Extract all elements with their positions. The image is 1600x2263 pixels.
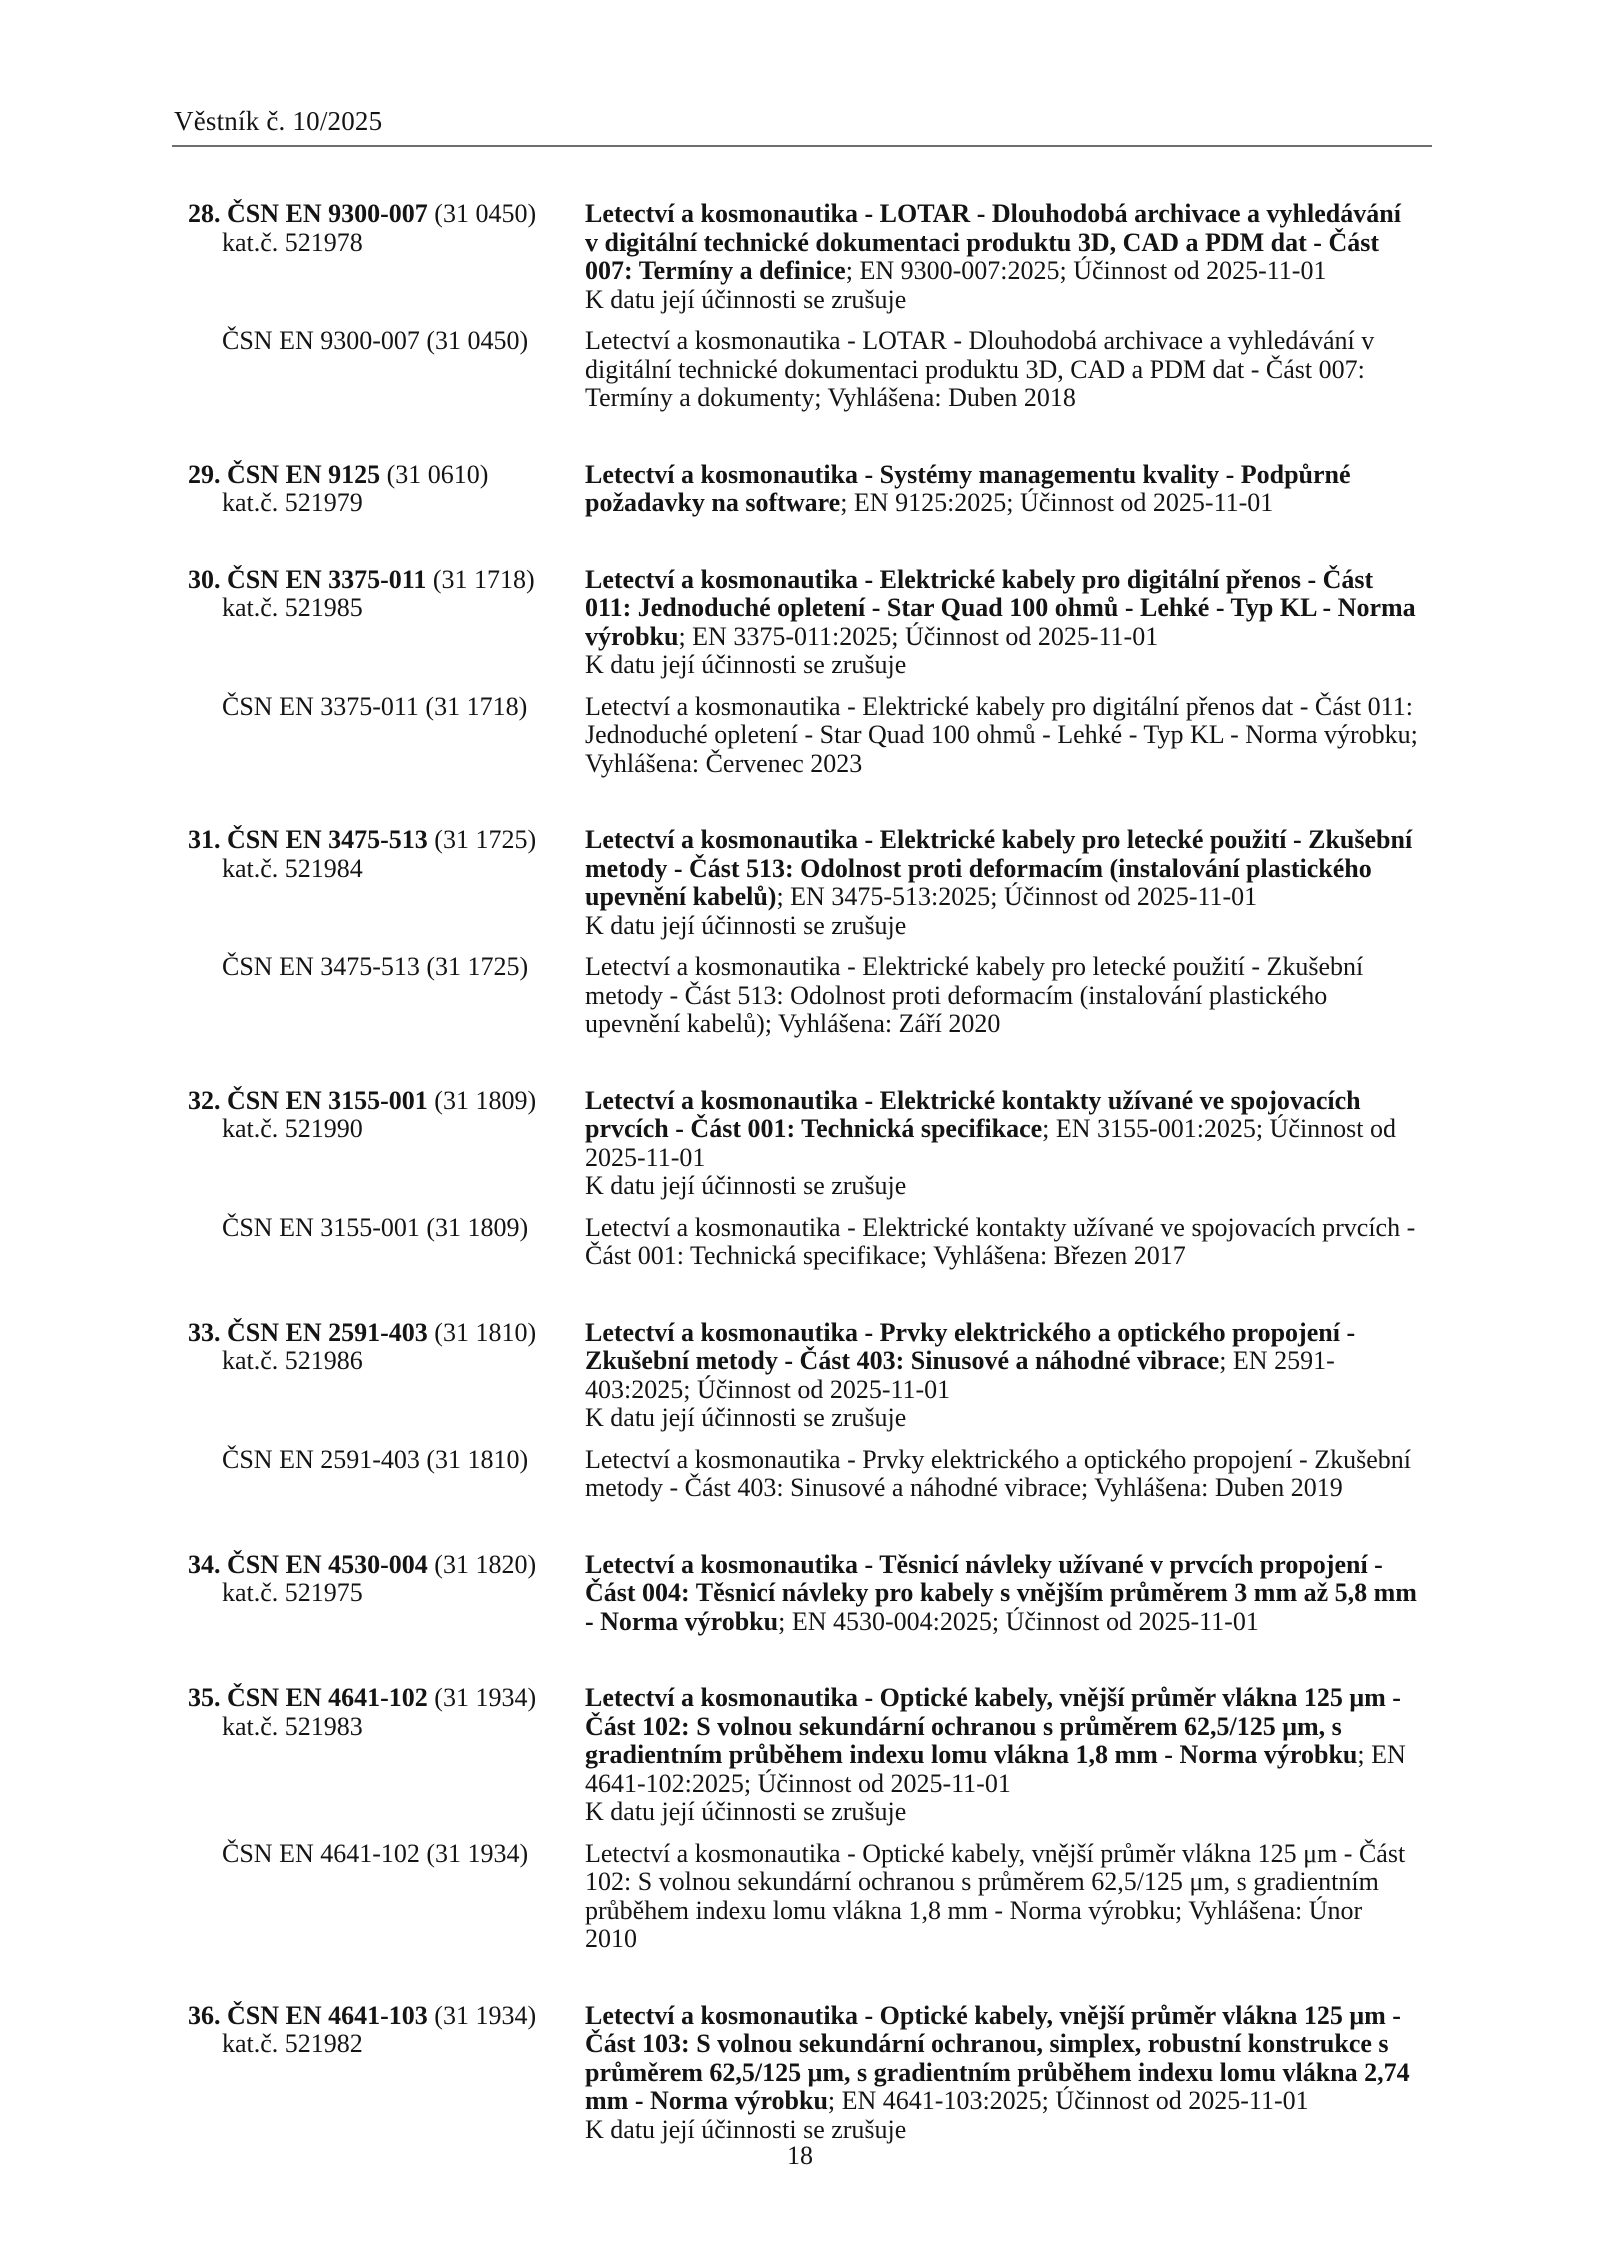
entry-number: 28.	[188, 199, 221, 228]
standard-entry	[188, 826, 1420, 1039]
standard-title	[585, 461, 1420, 518]
class-number: (31 0450)	[434, 199, 537, 228]
class-number: (31 1809)	[434, 1085, 537, 1115]
cancellation-note: K datu její účinnosti se zrušuje	[585, 910, 907, 940]
entry-left-column	[188, 1087, 585, 1201]
standard-id: ČSN EN 9300-007	[227, 199, 428, 228]
header-rule	[172, 145, 1432, 147]
entry-replaced-row	[188, 1446, 1420, 1503]
standard-title-bold: Letectví a kosmonautika - LOTAR - Dlouhodobá archivace a vyhledávání v digitální technické dokumentaci produktu 3D, CAD a PDM dat - Část 007: Termíny a definice	[585, 199, 1401, 285]
class-number: (31 1725)	[434, 825, 537, 854]
bulletin-title: Věstník č. 10/2025	[174, 106, 383, 136]
catalog-number: kat.č. 521985	[222, 593, 363, 622]
standard-title-rest: ; EN 2591-403:2025; Účinnost od 2025-11-01	[585, 1346, 1335, 1404]
catalog-number: kat.č. 521990	[222, 1114, 363, 1143]
standard-title-bold: Letectví a kosmonautika - Těsnicí návleky užívané v prvcích propojení - Část 004: Těsnicí návleky pro kabely s vnějším průměrem 3 mm až 5,8 mm - Norma výrobku	[585, 1549, 1417, 1636]
class-number: (31 0610)	[386, 459, 489, 489]
replaced-standard-id: ČSN EN 3375-011 (31 1718)	[222, 691, 528, 721]
standard-entry	[188, 461, 1420, 518]
standard-title-rest: ; EN 9300-007:2025; Účinnost od 2025-11-01	[845, 256, 1327, 285]
entry-number: 32.	[188, 1085, 221, 1115]
entry-primary-row	[188, 2002, 1420, 2145]
standard-id: ČSN EN 9125	[227, 459, 381, 489]
class-number: (31 1810)	[434, 1317, 537, 1347]
catalog-number: kat.č. 521982	[222, 2029, 363, 2058]
entry-primary-row	[188, 826, 1420, 940]
entry-number: 36.	[188, 2000, 221, 2030]
standard-title-bold: Letectví a kosmonautika - Prvky elektrického a optického propojení - Zkušební metody - Část 403: Sinusové a náhodné vibrace	[585, 1317, 1356, 1375]
standard-entry	[188, 1319, 1420, 1503]
catalog-number: kat.č. 521978	[222, 227, 363, 257]
class-number: (31 1934)	[434, 1683, 537, 1712]
entry-left-column	[188, 2002, 585, 2145]
standard-entry	[188, 1087, 1420, 1271]
entry-left-column	[188, 566, 585, 680]
standards-list	[188, 200, 1420, 2192]
entry-primary-row	[188, 1684, 1420, 1827]
standard-title	[585, 1684, 1420, 1798]
entry-number: 35.	[188, 1683, 221, 1712]
entry-primary-row	[188, 1087, 1420, 1201]
cancellation-note: K datu její účinnosti se zrušuje	[585, 1171, 907, 1200]
standard-id-line	[188, 566, 585, 595]
standard-title	[585, 200, 1420, 286]
replaced-standard-id: ČSN EN 4641-102 (31 1934)	[222, 1838, 529, 1868]
entry-primary-row	[188, 1551, 1420, 1637]
cancellation-note: K datu její účinnosti se zrušuje	[585, 1797, 907, 1826]
standard-title-bold: Letectví a kosmonautika - Elektrické kabely pro letecké použití - Zkušební metody - Část 513: Odolnost proti deformacím (instalování plastického upevnění kabelů)	[585, 825, 1413, 911]
standard-title	[585, 566, 1420, 652]
standard-id-line	[188, 1684, 585, 1713]
entry-primary-row	[188, 566, 1420, 680]
replaced-standard-text: Letectví a kosmonautika - Elektrické kabely pro letecké použití - Zkušební metody - Část 513: Odolnost proti deformacím (instalování plastického upevnění kabelů); Vyhlášena: Září 2020	[585, 952, 1364, 1038]
cancellation-note: K datu její účinnosti se zrušuje	[585, 1403, 907, 1432]
standard-id: ČSN EN 3155-001	[227, 1085, 428, 1115]
standard-id: ČSN EN 4641-103	[227, 2000, 428, 2030]
replaced-standard-text: Letectví a kosmonautika - LOTAR - Dlouhodobá archivace a vyhledávání v digitální technické dokumentaci produktu 3D, CAD a PDM dat - Část 007: Termíny a dokumenty; Vyhlášena: Duben 2018	[585, 326, 1375, 412]
catalog-number: kat.č. 521975	[222, 1578, 363, 1607]
standard-id: ČSN EN 2591-403	[227, 1317, 428, 1347]
standard-entry	[188, 2002, 1420, 2145]
entry-right-column	[585, 1087, 1420, 1201]
catalog-number: kat.č. 521984	[222, 853, 363, 883]
entry-left-column	[188, 200, 585, 314]
replaced-standard-id: ČSN EN 3475-513 (31 1725)	[222, 952, 529, 981]
cancellation-note: K datu její účinnosti se zrušuje	[585, 2114, 907, 2144]
entry-right-column	[585, 2002, 1420, 2145]
standard-title-rest: ; EN 9125:2025; Účinnost od 2025-11-01	[840, 488, 1274, 517]
standard-id-line	[188, 1551, 585, 1580]
cancellation-note: K datu její účinnosti se zrušuje	[585, 284, 907, 314]
standard-title-rest: ; EN 4641-102:2025; Účinnost od 2025-11-01	[585, 1740, 1406, 1798]
catalog-number: kat.č. 521979	[222, 488, 363, 517]
class-number: (31 1934)	[434, 2000, 537, 2030]
entry-number: 29.	[188, 459, 221, 489]
standard-title-bold: Letectví a kosmonautika - Elektrické kontakty užívané ve spojovacích prvcích - Část 001: Technická specifikace	[585, 1085, 1361, 1143]
standard-title-rest: ; EN 3155-001:2025; Účinnost od 2025-11-01	[585, 1114, 1397, 1172]
cancellation-note: K datu její účinnosti se zrušuje	[585, 650, 907, 679]
entry-left-column	[188, 1551, 585, 1637]
entry-replaced-row	[188, 1214, 1420, 1271]
standard-title	[585, 1087, 1420, 1173]
entry-number: 33.	[188, 1317, 221, 1347]
replaced-standard-id: ČSN EN 3155-001 (31 1809)	[222, 1212, 529, 1242]
standard-entry	[188, 1551, 1420, 1637]
replaced-standard-text: Letectví a kosmonautika - Prvky elektrického a optického propojení - Zkušební metody - Část 403: Sinusové a náhodné vibrace; Vyhlášena: Duben 2019	[585, 1444, 1411, 1502]
entry-right-column	[585, 1684, 1420, 1827]
standard-id-line	[188, 461, 585, 490]
entry-right-column	[585, 566, 1420, 680]
standard-title	[585, 826, 1420, 912]
entry-right-column	[585, 826, 1420, 940]
standard-entry	[188, 1684, 1420, 1954]
entry-left-column	[188, 1684, 585, 1827]
standard-id-line	[188, 1319, 585, 1348]
entry-primary-row	[188, 200, 1420, 314]
entry-replaced-row	[188, 327, 1420, 413]
standard-title	[585, 2002, 1420, 2116]
catalog-number: kat.č. 521986	[222, 1346, 363, 1375]
entry-number: 34.	[188, 1549, 221, 1579]
class-number: (31 1820)	[434, 1549, 537, 1579]
standard-title-bold: Letectví a kosmonautika - Optické kabely, vnější průměr vlákna 125 μm - Část 103: S volnou sekundární ochranou, simplex, robustní konstrukce s průměrem 62,5/125 μm, s gradientním průběhem indexu lomu vlákna 2,74 mm - Norma výrobku	[585, 2000, 1410, 2115]
entry-number: 31.	[188, 825, 221, 854]
page-number: 18	[787, 2141, 813, 2170]
entry-right-column	[585, 461, 1420, 518]
entry-left-column	[188, 461, 585, 518]
entry-right-column	[585, 1551, 1420, 1637]
entry-left-column	[188, 826, 585, 940]
entry-replaced-row	[188, 1840, 1420, 1954]
replaced-standard-text: Letectví a kosmonautika - Elektrické kabely pro digitální přenos dat - Část 011: Jednoduché opletení - Star Quad 100 ohmů - Lehké - Typ KL - Norma výrobku; Vyhlášena: Červenec 2023	[585, 691, 1418, 778]
standard-title-bold: Letectví a kosmonautika - Optické kabely, vnější průměr vlákna 125 μm - Část 102: S volnou sekundární ochranou s průměrem 62,5/125 μm, s gradientním průběhem indexu lomu vlákna 1,8 mm - Norma výrobku	[585, 1683, 1401, 1769]
standard-id-line	[188, 200, 585, 229]
standard-id: ČSN EN 4530-004	[227, 1549, 428, 1579]
standard-id-line	[188, 2002, 585, 2031]
catalog-number: kat.č. 521983	[222, 1711, 363, 1741]
standard-entry	[188, 200, 1420, 413]
entry-left-column	[188, 1319, 585, 1433]
standard-id-line	[188, 826, 585, 855]
standard-title-bold: Letectví a kosmonautika - Systémy managementu kvality - Podpůrné požadavky na software	[585, 459, 1351, 517]
standard-id: ČSN EN 3475-513	[227, 825, 428, 854]
entry-replaced-row	[188, 953, 1420, 1039]
entry-number: 30.	[188, 564, 221, 594]
standard-title-rest: ; EN 3375-011:2025; Účinnost od 2025-11-01	[678, 621, 1159, 651]
replaced-standard-text: Letectví a kosmonautika - Elektrické kontakty užívané ve spojovacích prvcích - Část 001: Technická specifikace; Vyhlášena: Březen 2017	[585, 1212, 1416, 1270]
entry-replaced-row	[188, 693, 1420, 779]
standard-title-rest: ; EN 4641-103:2025; Účinnost od 2025-11-01	[827, 2086, 1309, 2115]
standard-title-rest: ; EN 3475-513:2025; Účinnost od 2025-11-01	[776, 882, 1258, 911]
standard-title	[585, 1319, 1420, 1405]
replaced-standard-id: ČSN EN 2591-403 (31 1810)	[222, 1444, 529, 1474]
standard-id: ČSN EN 3375-011	[227, 564, 427, 594]
standard-entry	[188, 566, 1420, 779]
standard-title-bold: Letectví a kosmonautika - Elektrické kabely pro digitální přenos - Část 011: Jednoduché opletení - Star Quad 100 ohmů - Lehké - Typ KL - Norma výrobku	[585, 564, 1416, 651]
standard-title-rest: ; EN 4530-004:2025; Účinnost od 2025-11-01	[778, 1606, 1259, 1636]
replaced-standard-id: ČSN EN 9300-007 (31 0450)	[222, 326, 529, 355]
replaced-standard-text: Letectví a kosmonautika - Optické kabely, vnější průměr vlákna 125 μm - Část 102: S volnou sekundární ochranou s průměrem 62,5/125 μm, s gradientním průběhem indexu lomu vlákna 1,8 mm - Norma výrobku; Vyhlášena: Únor 2010	[585, 1838, 1406, 1953]
class-number: (31 1718)	[432, 564, 535, 594]
entry-primary-row	[188, 461, 1420, 518]
standard-title	[585, 1551, 1420, 1637]
standard-id: ČSN EN 4641-102	[227, 1683, 428, 1712]
entry-right-column	[585, 1319, 1420, 1433]
standard-id-line	[188, 1087, 585, 1116]
entry-right-column	[585, 200, 1420, 314]
entry-primary-row	[188, 1319, 1420, 1433]
